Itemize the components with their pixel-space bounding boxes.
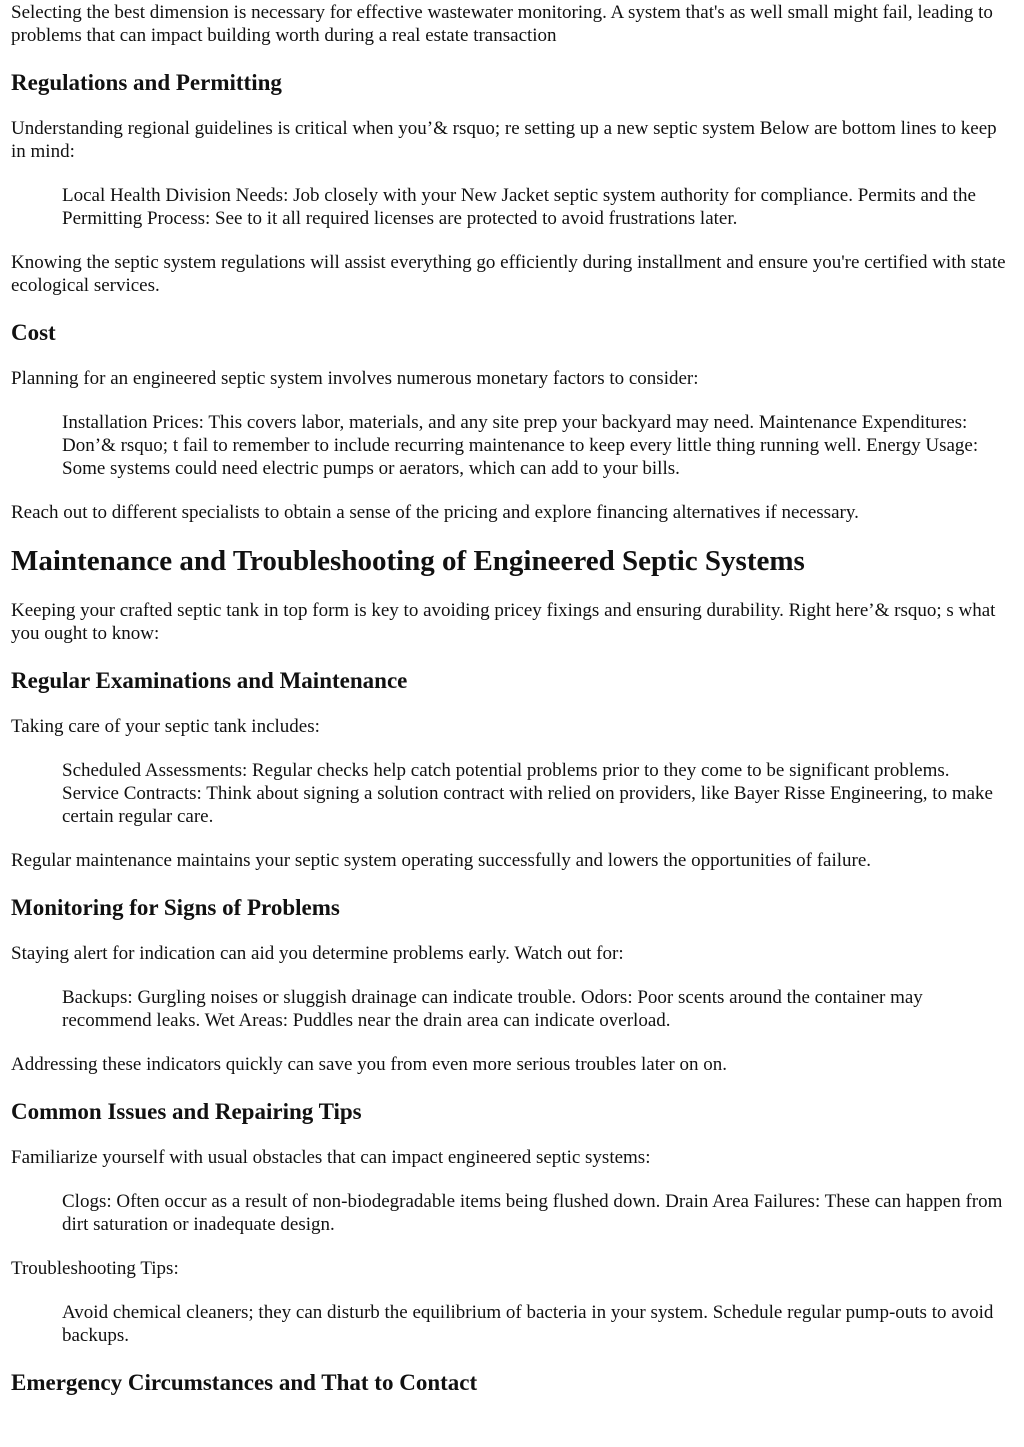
examinations-paragraph-1: Taking care of your septic tank includes: bbox=[11, 716, 320, 737]
cost-quote bbox=[11, 411, 1011, 480]
intro-paragraph: Selecting the best dimension is necessary for effective wastewater monitoring. A system that's as well small might fail, leading to problems that can impact building worth during a real estate transaction bbox=[11, 2, 993, 46]
cost-quote-text: Installation Prices: This covers labor, materials, and any site prep your backyard may need. Maintenance Expenditures: Don’& rsquo; t fail to remember to include recurring maintenance to keep every little thing running well. Energy Usage: Some systems could need electric pumps or aerators, which can add to your bills. bbox=[62, 412, 979, 479]
maintenance-heading: Maintenance and Troubleshooting of Engineered Septic Systems bbox=[11, 545, 805, 577]
cost-heading: Cost bbox=[11, 320, 56, 345]
examinations-paragraph-2: Regular maintenance maintains your septic system operating successfully and lowers the opportunities of failure. bbox=[11, 850, 872, 871]
cost-paragraph-1: Planning for an engineered septic system involves numerous monetary factors to consider: bbox=[11, 368, 699, 389]
monitoring-paragraph-2: Addressing these indicators quickly can save you from even more serious troubles later on on. bbox=[11, 1054, 728, 1075]
issues-paragraph-1: Familiarize yourself with usual obstacles that can impact engineered septic systems: bbox=[11, 1147, 651, 1168]
issues-quote-1-text: Clogs: Often occur as a result of non-biodegradable items being flushed down. Drain Area Failures: These can happen from dirt saturation or inadequate design. bbox=[62, 1191, 1003, 1235]
regulations-paragraph-1: Understanding regional guidelines is critical when you’& rsquo; re setting up a new septic system Below are bottom lines to keep in mind: bbox=[11, 118, 997, 162]
issues-quote-2-text: Avoid chemical cleaners; they can disturb the equilibrium of bacteria in your system. Schedule regular pump-outs to avoid backups. bbox=[62, 1302, 994, 1346]
article-content bbox=[11, 1, 1011, 1397]
issues-quote-2 bbox=[11, 1301, 1011, 1347]
cost-paragraph-2: Reach out to different specialists to obtain a sense of the pricing and explore financing alternatives if necessary. bbox=[11, 502, 859, 523]
examinations-quote-text: Scheduled Assessments: Regular checks help catch potential problems prior to they come to be significant problems. Service Contracts: Think about signing a solution contract with relied on providers, like Bayer Risse Engineering, to make certain regular care. bbox=[62, 760, 993, 827]
monitoring-paragraph-1: Staying alert for indication can aid you determine problems early. Watch out for: bbox=[11, 943, 624, 964]
monitoring-quote-text: Backups: Gurgling noises or sluggish drainage can indicate trouble. Odors: Poor scents around the container may recommend leaks. Wet Areas: Puddles near the drain area can indicate overload. bbox=[62, 987, 923, 1031]
issues-heading: Common Issues and Repairing Tips bbox=[11, 1099, 362, 1124]
examinations-quote bbox=[11, 759, 1011, 828]
examinations-heading: Regular Examinations and Maintenance bbox=[11, 668, 408, 693]
issues-paragraph-2: Troubleshooting Tips: bbox=[11, 1258, 179, 1279]
monitoring-quote bbox=[11, 986, 1011, 1032]
regulations-paragraph-2: Knowing the septic system regulations will assist everything go efficiently during installment and ensure you're certified with state ecological services. bbox=[11, 252, 1006, 296]
regulations-heading: Regulations and Permitting bbox=[11, 70, 282, 95]
emergency-heading: Emergency Circumstances and That to Contact bbox=[11, 1370, 478, 1395]
regulations-quote-text: Local Health Division Needs: Job closely with your New Jacket septic system authority for compliance. Permits and the Permitting Process: See to it all required licenses are protected to avoid frustrations later. bbox=[62, 185, 976, 229]
regulations-quote bbox=[11, 184, 1011, 230]
issues-quote-1 bbox=[11, 1190, 1011, 1236]
monitoring-heading: Monitoring for Signs of Problems bbox=[11, 895, 340, 920]
maintenance-paragraph: Keeping your crafted septic tank in top form is key to avoiding pricey fixings and ensuring durability. Right here’& rsquo; s what you ought to know: bbox=[11, 600, 996, 644]
